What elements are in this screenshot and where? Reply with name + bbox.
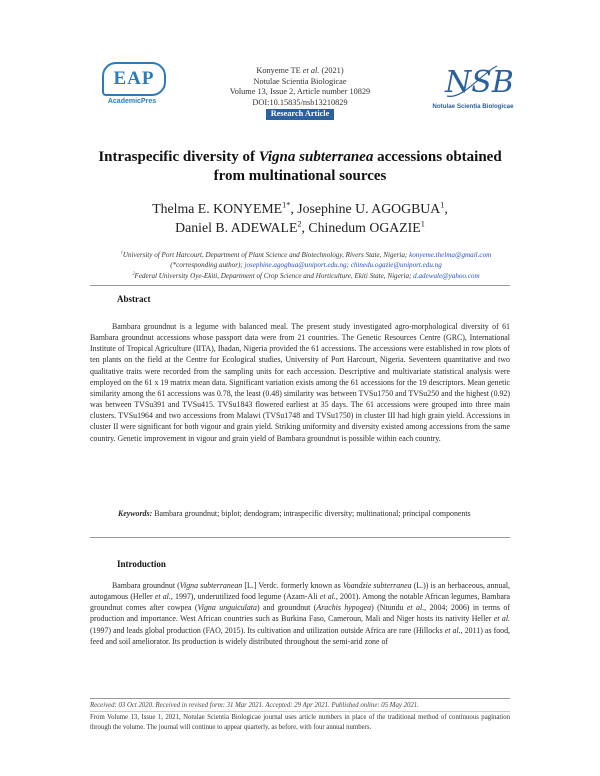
affil-text: Federal University Oye-Ekiti, Department of Crop Science and Horticulture, Ekiti State, Nigeria; (134, 271, 412, 280)
divider (90, 537, 510, 538)
journal-logo-mark (443, 62, 514, 102)
author-name: Thelma E. KONYEME (152, 201, 283, 216)
journal-logo-caption: Notulae Scientia Biologicae (432, 103, 514, 110)
corresponding-note: (*corresponding author); (170, 261, 243, 270)
journal-logo-text: NSB (445, 65, 514, 100)
affil-mark: 1 (120, 249, 123, 255)
citation-etal: et al. (302, 66, 320, 75)
article-type-badge: Research Article (266, 109, 335, 120)
introduction-heading: Introduction (117, 559, 166, 569)
title-text-2: accessions obtained (373, 149, 502, 165)
affil-mark: 2 (132, 270, 135, 276)
author-affil-mark: 1* (282, 200, 291, 210)
author-affil-mark: 1 (420, 219, 425, 229)
title-species: Vigna subterranea (258, 149, 374, 165)
citation-line (200, 66, 400, 77)
keywords-label: Keywords: (118, 509, 153, 518)
divider (90, 285, 510, 286)
publisher-logo-caption: AcademicPres (107, 98, 157, 105)
keywords (90, 508, 510, 519)
affiliation-1-emails (96, 260, 516, 270)
pagination-footnote: From Volume 13, Issue 1, 2021, Notulae Scientia Biologicae journal uses article numbers in place of the traditional method of continuous pagination through the volume. The journal will continue to appear quarterly, as before, with four annual numbers. (90, 714, 510, 731)
article-title (70, 148, 530, 186)
received-dates: Received: 03 Oct 2020. Received in revised form: 31 Mar 2021. Accepted: 29 Apr 2021. Published online: 05 May 2021. (90, 702, 419, 709)
title-text-3: from multinational sources (213, 168, 387, 184)
citation-year: (2021) (321, 66, 344, 75)
citation-block (200, 66, 400, 120)
author-affil-mark: 2 (297, 219, 302, 229)
footer-divider (90, 711, 510, 712)
abstract-heading: Abstract (117, 294, 151, 304)
affil-text: University of Port Harcourt, Department of Plant Science and Biotechnology, Rivers State, Nigeria; (122, 251, 408, 259)
email-link[interactable]: d.adewale@yahoo.com (413, 271, 480, 280)
keywords-text: Bambara groundnut; biplot; dendogram; intraspecific diversity; multinational; principal components (154, 509, 471, 518)
affiliation-1 (96, 250, 516, 260)
affiliation-2 (96, 271, 516, 281)
volume-line: Volume 13, Issue 2, Article number 10829 (229, 87, 371, 97)
affiliations (96, 250, 516, 281)
journal-logo (425, 62, 515, 114)
title-text-1: Intraspecific diversity of (98, 149, 259, 165)
citation-authors: Konyeme TE (256, 66, 301, 75)
doi[interactable]: DOI:10.15835/nsb13210829 (252, 97, 348, 107)
email-link[interactable]: konyeme.thelma@gmail.com (409, 251, 492, 259)
author-name: Daniel B. ADEWALE (175, 220, 298, 235)
email-link[interactable]: josephine.agogbua@uniport.edu.ng; (244, 261, 349, 270)
author-name: Josephine U. AGOGBUA (297, 201, 441, 216)
author-list: Thelma E. $KONYEME^{1*}$, Josephine U. AGOGBUA$^1$, Daniel B. ADEWALE$^2$, Chinedum OGAZIE$^1$ (152, 200, 448, 235)
author-name: Chinedum OGAZIE (308, 220, 421, 235)
abstract-body: Bambara groundnut is a legume with balanced meal. The present study investigated agro-morphological diversity of 61 Bambara groundnut accessions whose passport data were from 21 countries. The Genetic Resources Centre (GRC), International Institute of Tropical Agriculture (IITA), Ibadan, Nigeria provided the 61 accessions. The accessions were established in row plots of ten plants on the field at the Centre for Ecological studies, University of Port Harcourt, Nigeria. Seventeen quantitative and two qualitative traits were recorded from the sampling units for each accession. Descriptive and multivariate statistical analysis were employed on the 61 x 19 matrix mean data. Significant variation exists among the 61 accessions for the 19 descriptors. Mean genetic similarity among the 61 accessions was 0.78, the least (0.48) similarity was between TVSu1750 and TVSu250 and the highest (0.92) was between TVSu391 and TVSu415. TVSu1843 flowered earliest at 35 days. The 61 accessions were grouped into three main clusters. TVSu1964 and two accessions from Malawi (TVSu1748 and TVSu1750) in cluster III had high grain yield. Accessions in cluster II were significant for both vigour and grain yield. Striking uniformity and diversity existed among accessions from the same country. Genetic improvement in vigour and grain yield of Bambara groundnut is possible within each country. (90, 322, 510, 443)
author-affil-mark: 1 (440, 200, 445, 210)
email-link[interactable]: chinedu.ogazie@uniport.edu.ng (350, 261, 442, 270)
publisher-logo-mark: EAP (102, 62, 166, 96)
journal-name: Notulae Scientia Biologicae (253, 76, 347, 86)
footer-divider (90, 698, 510, 699)
publisher-logo (92, 62, 172, 114)
introduction-body: Bambara groundnut (Vigna subterranean [L.] Verdc. formerly known as Voandzie subterranea (L.)) is an herbaceous, annual, autogamous (Heller et al., 1997), underutilized food legume (Azam-Ali et al., 2001). Among the notable African legumes, Bambara groundnut comes after cowpea (Vigna unguiculata) and groundnut (Arachis hypogea) (Ntundu et al., 2004; 2006) in terms of production and importance. West African countries such as Burkina Faso, Cameroun, Mali and Niger hosts its nativity Heller et al. (1997) and leads global production (FAO, 2015). Its cultivation and utilization outside Africa are rare (Hillocks et al., 2011) as food, feed and soil ameliorator. Its production is widely distributed throughout the semi-arid zone of (90, 581, 511, 646)
